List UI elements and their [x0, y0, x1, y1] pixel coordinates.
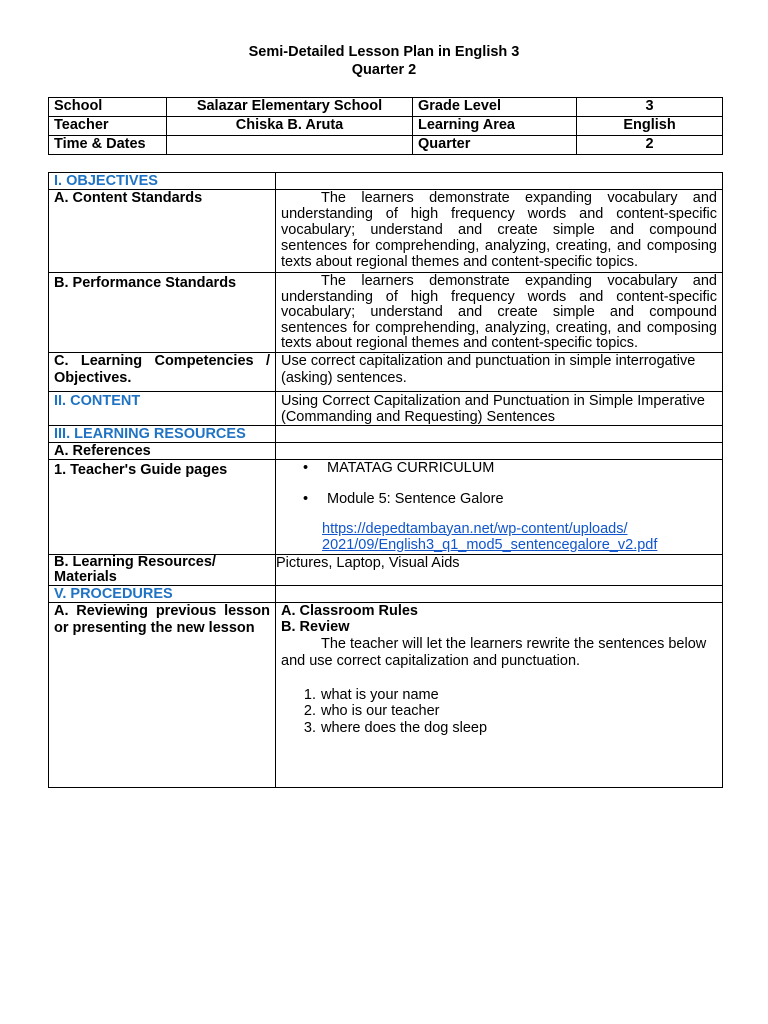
learning-area-value: English [577, 117, 723, 136]
module-link-line-2[interactable]: 2021/09/English3_q1_mod5_sentencegalore_v2.pdf [322, 536, 658, 553]
content-text: Using Correct Capitalization and Punctuation in Simple Imperative (Commanding and Requesting) Sentences [276, 391, 723, 425]
time-dates-label: Time & Dates [49, 136, 167, 155]
content-standards-label: A. Content Standards [49, 190, 276, 273]
grade-level-label: Grade Level [413, 98, 577, 117]
list-item: 1. what is your name [320, 687, 717, 704]
table-row [49, 352, 723, 391]
list-item: 3. where does the dog sleep [320, 720, 717, 737]
quarter-label: Quarter [413, 136, 577, 155]
content-heading: II. CONTENT [49, 391, 276, 425]
reviewing-cell [276, 602, 723, 787]
materials-label: B. Learning Resources/ Materials [49, 554, 276, 585]
table-row [49, 273, 723, 353]
resources-heading: III. LEARNING RESOURCES [49, 425, 276, 442]
quarter-value: 2 [577, 136, 723, 155]
learning-area-label: Learning Area [413, 117, 577, 136]
teacher-value: Chiska B. Aruta [167, 117, 413, 136]
teachers-guide-list [281, 460, 717, 507]
document-title: Semi-Detailed Lesson Plan in English 3 [248, 44, 520, 60]
classroom-rules-heading: A. Classroom Rules [281, 602, 418, 619]
performance-standards-label: B. Performance Standards [49, 273, 276, 353]
table-row [49, 554, 723, 585]
time-dates-value [167, 136, 413, 155]
info-table [48, 97, 723, 155]
module-link-line-1[interactable]: https://depedtambayan.net/wp-content/uploads/ [322, 520, 628, 537]
references-label: A. References [49, 442, 276, 459]
document-subtitle: Quarter 2 [351, 62, 417, 78]
list-item: • Module 5: Sentence Galore [281, 491, 717, 507]
lesson-plan-table [48, 172, 723, 788]
materials-text: Pictures, Laptop, Visual Aids [276, 554, 723, 585]
review-instruction: The teacher will let the learners rewrite the sentences below and use correct capitalization and punctuation. [281, 636, 707, 669]
table-row [49, 173, 723, 190]
competencies-label: C. Learning Competencies / Objectives. [49, 352, 276, 391]
review-sentence-list [281, 687, 717, 737]
list-item: • MATATAG CURRICULUM [281, 460, 717, 476]
table-row [49, 442, 723, 459]
objectives-heading: I. OBJECTIVES [49, 173, 276, 190]
table-row [49, 117, 723, 136]
table-row [49, 459, 723, 554]
reviewing-label: A. Reviewing previous lesson or presenting the new lesson [49, 602, 276, 787]
table-row [49, 425, 723, 442]
school-label: School [49, 98, 167, 117]
table-row [49, 98, 723, 117]
table-row [49, 391, 723, 425]
competencies-text: Use correct capitalization and punctuation in simple interrogative (asking) sentences. [276, 352, 723, 391]
content-standards-text: The learners demonstrate expanding vocabulary and understanding of high frequency words and content-specific vocabulary; understand and create simple and compound sentences for comprehending, analyzing, creating, and composing texts about regional themes and content-specific topics. [276, 190, 723, 273]
list-item: 2. who is our teacher [320, 703, 717, 720]
teachers-guide-label: 1. Teacher's Guide pages [49, 459, 276, 554]
table-row [49, 585, 723, 602]
teacher-label: Teacher [49, 117, 167, 136]
table-row [49, 190, 723, 273]
review-heading: B. Review [281, 619, 350, 636]
table-row [49, 602, 723, 787]
procedures-heading: V. PROCEDURES [49, 585, 276, 602]
table-row [49, 136, 723, 155]
grade-level-value: 3 [577, 98, 723, 117]
teachers-guide-cell [276, 459, 723, 554]
school-value: Salazar Elementary School [167, 98, 413, 117]
performance-standards-text: The learners demonstrate expanding vocabulary and understanding of high frequency words and content-specific vocabulary; understand and create simple and compound sentences for comprehending, analyzing, creating, and composing texts about regional themes and content-specific topics. [276, 273, 723, 353]
